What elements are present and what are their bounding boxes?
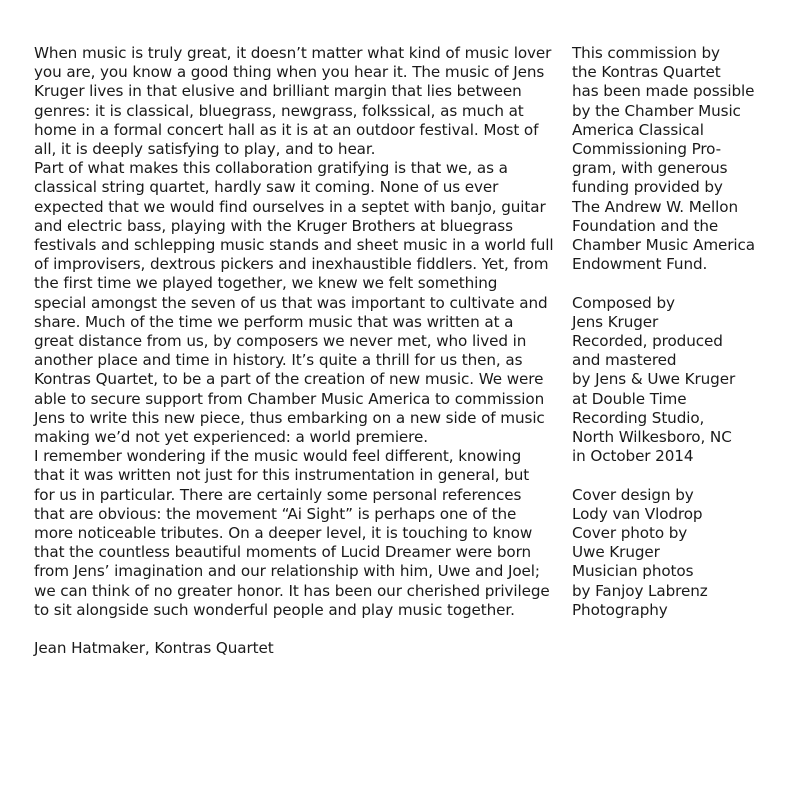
- credit-line: by the Chamber Music: [572, 101, 741, 120]
- credit-line: at Double Time: [572, 389, 687, 408]
- paragraph: Part of what makes this collaboration gratifying is that we, as a classical string quartet, hardly saw it coming. None of us ever expected that we would find ourselves in a septet with banjo, guitar and electric bass, playing with the Kruger Brothers at bluegrass festivals and schlepping music stands and sheet music in a world full of improvisers, dextrous pickers and inexhaustible fiddlers. Yet, from the first time we played together, we knew we felt something special amongst the seven of us that was important to cultivate and share. Much of the time we perform music that was written at a great distance from us, by composers we never met, who lived in another place and time in history. It’s quite a thrill for us then, as Kontras Quartet, to be a part of the creation of new music. We were able to secure support from Chamber Music America to commission Jens to write this new piece, thus embarking on a new side of music making we’d not yet experienced: a world premiere.: [34, 159, 554, 447]
- credit-line: Jens Kruger: [572, 312, 659, 331]
- credit-line: This commission by: [572, 44, 720, 62]
- paragraph: When music is truly great, it doesn’t matter what kind of music lover you are, you know a good thing when you hear it. The music of Jens Kruger lives in that elusive and brilliant margin that lies between genres: it is classical, bluegrass, newgrass, folkssical, as much at home in a formal concert hall as it is at an outdoor festival. Most of all, it is deeply satisfying to play, and to hear.: [34, 44, 552, 159]
- commission-credit: [572, 44, 787, 274]
- credit-line: gram, with generous: [572, 159, 728, 178]
- credit-line: Musician photos: [572, 562, 694, 581]
- credit-line: Photography: [572, 600, 668, 619]
- main-text-column: [34, 44, 554, 658]
- signature: Jean Hatmaker, Kontras Quartet: [34, 639, 274, 658]
- credit-line: the Kontras Quartet: [572, 63, 721, 82]
- credit-line: Composed by: [572, 293, 675, 312]
- credit-line: Cover photo by: [572, 524, 688, 543]
- paragraph: I remember wondering if the music would feel different, knowing that it was written not just for this instrumentation in general, but for us in particular. There are certainly some personal references that are obvious: the movement “Ai Sight” is perhaps one of the more noticeable tributes. On a deeper level, it is touching to know that the countless beautiful moments of Lucid Dreamer were born from Jens’ imagination and our relationship with him, Uwe and Joel; we can think of no greater honor. It has been our cherished privilege to sit alongside such wonderful people and play music together.: [34, 447, 550, 619]
- credit-line: Recording Studio,: [572, 408, 705, 427]
- credit-line: Endowment Fund.: [572, 255, 708, 274]
- credit-line: funding provided by: [572, 178, 723, 197]
- credit-line: Recorded, produced: [572, 332, 723, 351]
- credit-line: America Classical: [572, 120, 704, 139]
- credit-line: North Wilkesboro, NC: [572, 428, 732, 447]
- credit-line: in October 2014: [572, 447, 694, 466]
- credits-column: [572, 44, 787, 620]
- credit-line: The Andrew W. Mellon: [572, 197, 738, 216]
- production-credit: [572, 294, 787, 467]
- design-credit: [572, 486, 787, 620]
- credit-line: Lody van Vlodrop: [572, 504, 703, 523]
- credit-line: Foundation and the: [572, 216, 719, 235]
- credit-line: by Fanjoy Labrenz: [572, 581, 708, 600]
- credit-line: and mastered: [572, 351, 677, 370]
- credit-line: Cover design by: [572, 485, 694, 504]
- credit-line: has been made possible: [572, 82, 755, 101]
- credit-line: Chamber Music America: [572, 236, 755, 255]
- credit-line: Commissioning Pro-: [572, 140, 722, 159]
- credit-line: Uwe Kruger: [572, 543, 660, 562]
- credit-line: by Jens & Uwe Kruger: [572, 370, 736, 389]
